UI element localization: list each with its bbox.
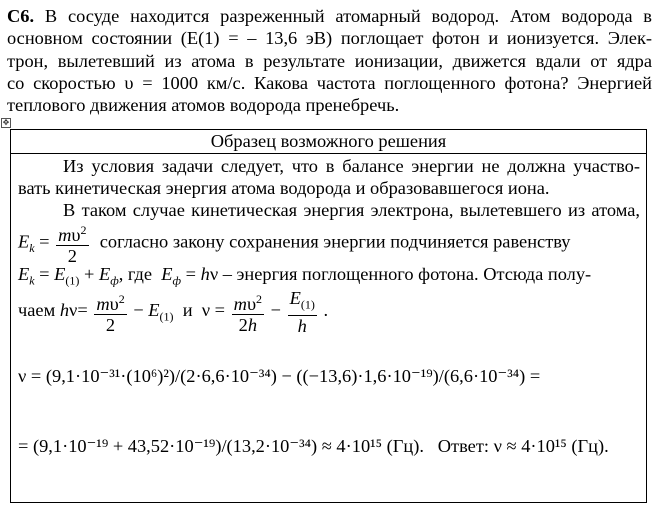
problem-line-3: трон, вылетевший из атома в результате ионизации, движется вдали от ядра <box>7 50 652 71</box>
problem-label: С6. <box>7 6 35 26</box>
solution-p2-line3-tail: – энергия поглощенного фотона. Отсюда полу- <box>222 264 592 284</box>
problem-text-1: В сосуде находится разреженный атомарный водород. Атом водорода в <box>44 6 652 26</box>
problem-statement <box>7 5 652 116</box>
solution-p1-line1: Из условия задачи следует, что в балансе энергии не должна участво- <box>63 156 640 176</box>
answer-label: Ответ: <box>437 436 489 456</box>
solution-box <box>10 129 647 503</box>
formula-row-frequency: чаем hν= $\frac{m\upsilon^2}{2}$ − $E_{(1)}$ и ν = $\frac{m\upsilon^2}{2h}$ − $\frac{E_{(1)}}{h}$ . <box>18 288 329 336</box>
fraction-e1-over-h: $\frac{E_{(1)}}{h}$ <box>289 288 315 336</box>
solution-and: и <box>182 300 193 321</box>
calculation-line-1: ν = (9,1·10⁻³¹·(10⁶)²)/(2·6,6·10⁻³⁴) − ((−13,6)·1,6·10⁻¹⁹)/(6,6·10⁻³⁴) = <box>18 366 541 386</box>
formula-row-energy: $E_k = E_{(1)} + E_ф$, где $E_ф = h\nu$ – энергия поглощенного фотона. Отсюда полу- <box>18 264 592 288</box>
fraction-mv2-over-2h: $\frac{m\upsilon^2}{2h}$ <box>232 289 264 335</box>
problem-line-4: со скоростью υ = 1000 км/с. Какова частота поглощенного фотона? Энергией <box>7 72 652 93</box>
solution-p1-line2: вать кинетическая энергия атома водорода и образовавшегося иона. <box>18 178 550 198</box>
fraction-mv2-over-2: $\frac{m\upsilon^2}{2}$ <box>94 289 126 335</box>
problem-line-1 <box>7 5 652 27</box>
calculation-line-2-text: = (9,1·10⁻¹⁹ + 43,52·10⁻¹⁹)/(13,2·10⁻³⁴) ≈ 4·10¹⁵ (Гц). <box>18 436 424 456</box>
answer-value: ν ≈ 4·10¹⁵ (Гц). <box>493 436 609 456</box>
fraction-kinetic-energy: $\frac{m\upsilon^2}{2}$ <box>56 220 88 266</box>
calculation-line-2 <box>18 436 640 457</box>
solution-p2-line2: согласно закону сохранения энергии подчиняется равенству <box>99 231 571 252</box>
solution-p2-line3: , где <box>118 264 153 284</box>
solution-header: Образец возможного решения <box>11 130 646 154</box>
formula-row-kinetic: $E_k$ = $\frac{m\upsilon^2}{2}$ согласно закону сохранения энергии подчиняется равенству <box>18 220 640 266</box>
table-anchor-icon[interactable]: ✥ <box>2 118 10 127</box>
solution-p2-line1: В таком случае кинетическая энергия электрона, вылетевшего из атома, <box>63 200 640 220</box>
solution-p2-line4: чаем <box>18 300 56 321</box>
problem-line-5: теплового движения атомов водорода пренебречь. <box>7 95 400 116</box>
problem-line-2: основном состоянии (E(1) = – 13,6 эВ) поглощает фотон и ионизуется. Элек- <box>7 28 652 49</box>
